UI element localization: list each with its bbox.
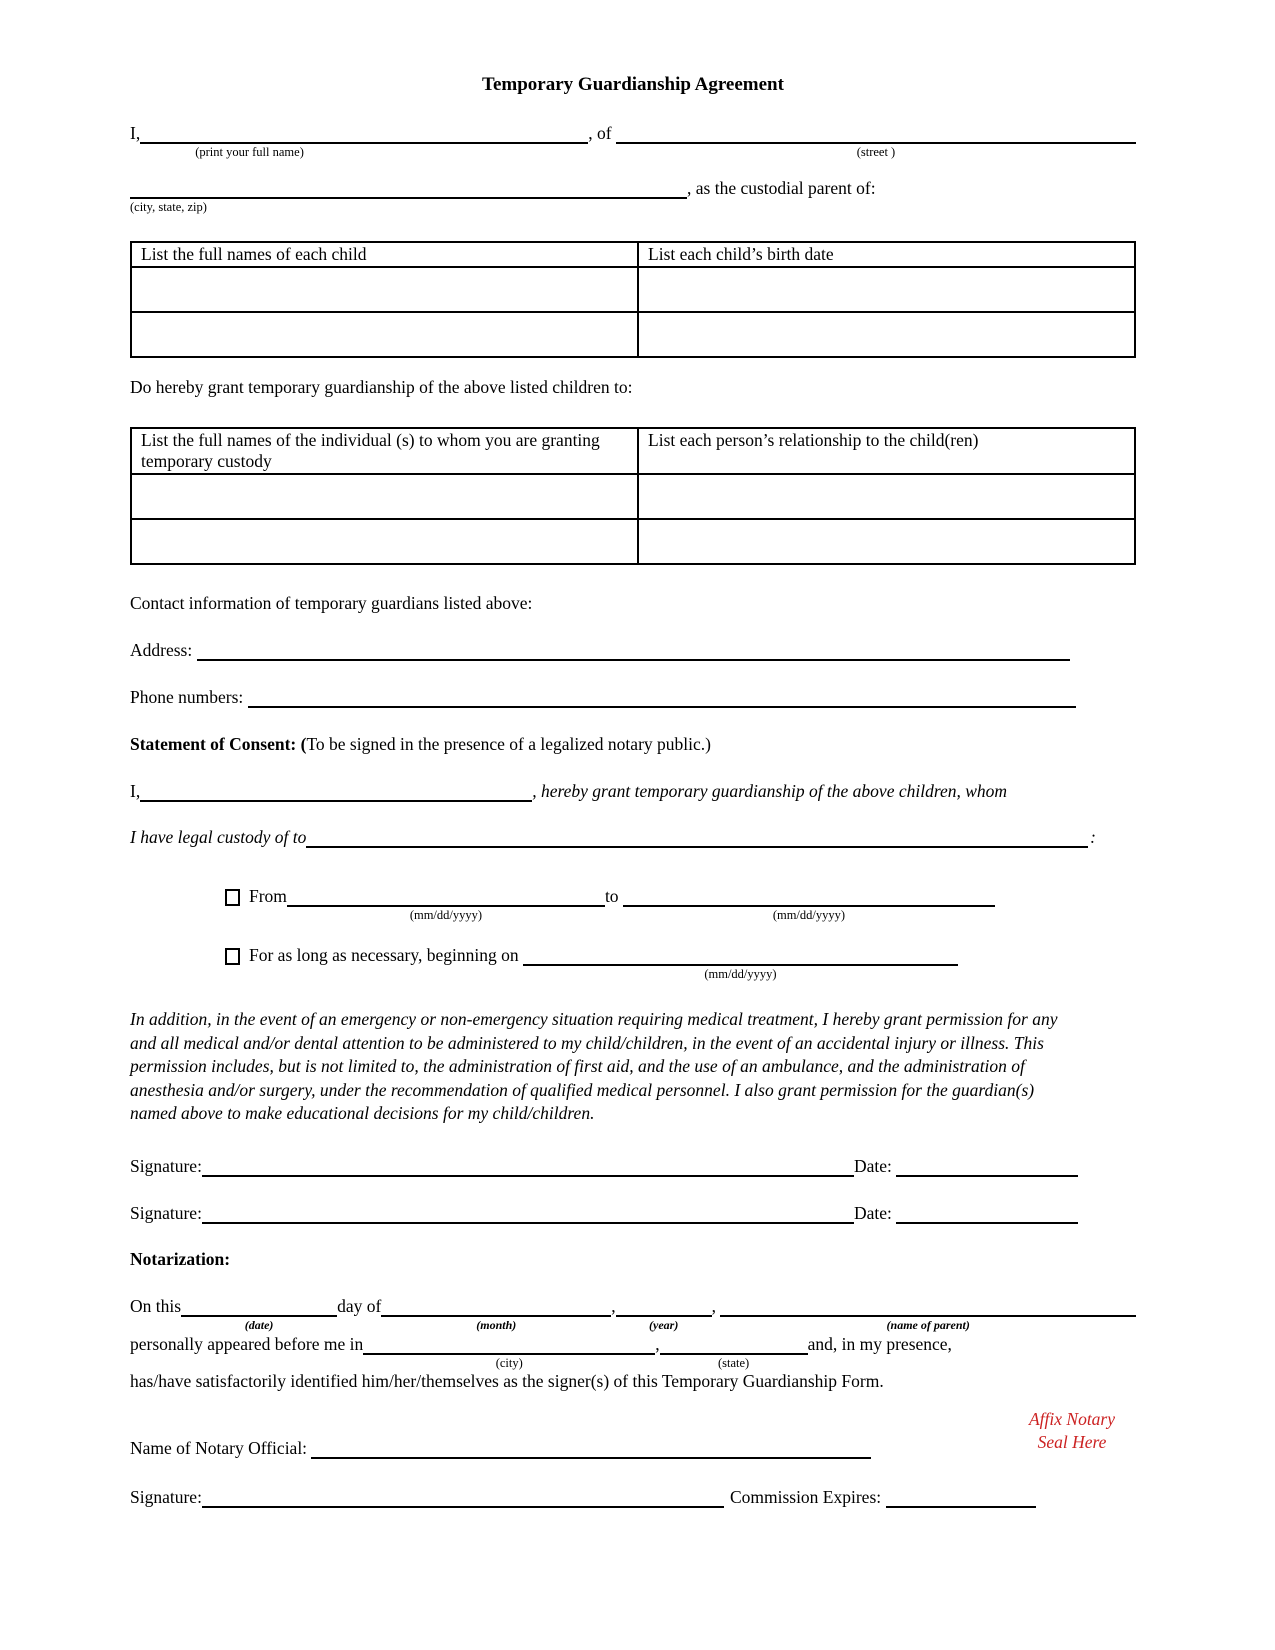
appeared-row [130,1333,1136,1370]
state-hint: (state) [717,1355,750,1370]
begin-date-format-hint: (mm/dd/yyyy) [704,967,777,981]
notary-signature-input[interactable] [202,1489,724,1507]
date-label: Date: [853,1155,897,1176]
intro-line-1 [130,123,1136,159]
children-name-header: List the full names of each child [131,242,638,267]
month-hint: (month) [476,1317,517,1332]
notary-year-input[interactable] [616,1298,712,1332]
guardians-table [130,427,1136,565]
date-label: Date: [853,1202,897,1223]
begin-date-input[interactable] [523,948,958,981]
seal-note-line-2: Seal Here [1037,1432,1107,1453]
consent-heading-rest: To be signed in the presence of a legalized notary public.) [306,734,711,754]
city-state-zip-hint: (city, state, zip) [130,200,207,214]
consent-heading-bold: Statement of Consent: ( [130,734,307,754]
option-duration-label: For as long as necessary, beginning on [249,945,523,965]
consent-line-1 [130,781,1136,802]
city-hint: (city) [495,1355,523,1370]
appeared-text: personally appeared before me in [130,1333,364,1354]
address-label: Address: [130,640,197,660]
to-date-format-hint: (mm/dd/yyyy) [772,908,846,922]
text-separator: , [611,1295,616,1316]
table-row [131,474,1135,519]
address-row [130,640,1136,661]
text-separator: , [711,1295,721,1316]
street-hint: (street ) [856,145,896,159]
consent-grant-text: , hereby grant temporary guardianship of the above children, whom [532,781,1008,801]
address-input[interactable] [197,643,1070,661]
form-title: Temporary Guardianship Agreement [482,74,784,95]
print-name-hint: (print your full name) [195,145,304,159]
notary-state-input[interactable] [660,1336,808,1370]
notary-city-input[interactable] [363,1336,655,1370]
contact-heading: Contact information of temporary guardians listed above: [130,593,533,613]
signature-1-input[interactable] [202,1158,854,1176]
from-date-format-hint: (mm/dd/yyyy) [409,908,483,922]
of-label: , of [588,123,616,143]
signature-label: Signature: [130,1486,202,1507]
text-separator: , [655,1333,660,1354]
grant-statement: Do hereby grant temporary guardianship of the above listed children to: [130,377,633,397]
i-label: I, [130,123,141,143]
date-hint: (date) [244,1317,274,1332]
phone-input[interactable] [248,690,1076,708]
child-name-cell-2[interactable] [131,312,638,357]
table-row [131,267,1135,312]
custody-text: I have legal custody of to [130,827,307,847]
street-input[interactable] [616,126,1136,159]
date-1-input[interactable] [896,1158,1078,1176]
day-of-label: day of [337,1295,382,1316]
custody-suffix: : [1090,827,1096,847]
signature-2-input[interactable] [202,1205,854,1223]
notary-day-input[interactable] [181,1298,337,1332]
notary-name-input[interactable] [311,1440,871,1458]
presence-text: and, in my presence, [807,1333,952,1354]
year-hint: (year) [649,1317,679,1332]
from-to-option-row [225,886,1136,922]
parent-name-input[interactable] [720,1298,1136,1332]
custodial-label: , as the custodial parent of: [687,178,876,198]
from-to-checkbox[interactable] [225,889,240,906]
child-birthdate-cell-2[interactable] [638,312,1135,357]
table-row [131,312,1135,357]
consent-i-label: I, [130,781,141,801]
identified-text: has/have satisfactorily identified him/her/themselves as the signer(s) of this Temporary Guardianship Form. [130,1370,884,1391]
city-state-zip-input[interactable] [130,181,687,214]
parent-name-hint: (name of parent) [886,1317,970,1332]
date-2-input[interactable] [896,1205,1078,1223]
signature-row-1 [130,1156,1136,1177]
medical-permission-paragraph: In addition, in the event of an emergency or non-emergency situation requiring medical treatment, I hereby grant permission for any and all medical and/or dental attention to be administered to my child/children, in the event of an accidental injury or illness. This permission includes, but is not limited to, the administration of first aid, and the use of an ambulance, and the administration of anesthesia and/or surgery, under the recommendation of qualified medical personnel. I also grant permission for the guardian(s) named above to make educational decisions for my child/children. [130,1009,1058,1124]
children-table [130,241,1136,358]
consent-line-2 [130,827,1136,848]
table-row [131,519,1135,564]
commission-label: Commission Expires: [729,1486,886,1507]
to-date-input[interactable] [623,889,995,922]
guardian-relationship-header: List each person’s relationship to the child(ren) [638,428,1135,474]
phone-row [130,687,1136,708]
child-birthdate-cell-1[interactable] [638,267,1135,312]
signature-label: Signature: [130,1202,202,1223]
signature-row-2 [130,1203,1136,1224]
consent-name-input[interactable] [140,784,532,802]
guardian-name-header: List the full names of the individual (s) to whom you are granting temporary custody [131,428,638,474]
children-birthdate-header: List each child’s birth date [638,242,1135,267]
affix-notary-seal-note [1002,1408,1142,1455]
intro-line-2 [130,178,1136,214]
consent-heading [130,734,1136,755]
notarization-heading: Notarization: [130,1248,231,1269]
guardian-relationship-cell-1[interactable] [638,474,1135,519]
notary-month-input[interactable] [381,1298,611,1332]
guardians-table-header-row [131,428,1135,474]
duration-checkbox[interactable] [225,948,240,965]
custody-grantee-input[interactable] [306,830,1088,848]
signature-label: Signature: [130,1155,202,1176]
option-to-label: to [604,886,623,906]
guardian-relationship-cell-2[interactable] [638,519,1135,564]
phone-label: Phone numbers: [130,687,248,707]
duration-option-row [225,945,1136,981]
notary-date-row [130,1295,1136,1332]
guardian-name-cell-1[interactable] [131,474,638,519]
children-table-header-row [131,242,1135,267]
guardian-name-cell-2[interactable] [131,519,638,564]
from-date-input[interactable] [287,889,605,922]
seal-note-line-1: Affix Notary [1028,1408,1116,1429]
child-name-cell-1[interactable] [131,267,638,312]
on-this-label: On this [130,1295,182,1316]
full-name-input[interactable] [140,126,588,159]
commission-expires-input[interactable] [886,1489,1036,1507]
notary-name-label: Name of Notary Official: [130,1437,312,1458]
notary-name-row [130,1408,1136,1459]
notary-signature-row [130,1487,1136,1508]
option-from-label: From [249,886,287,906]
